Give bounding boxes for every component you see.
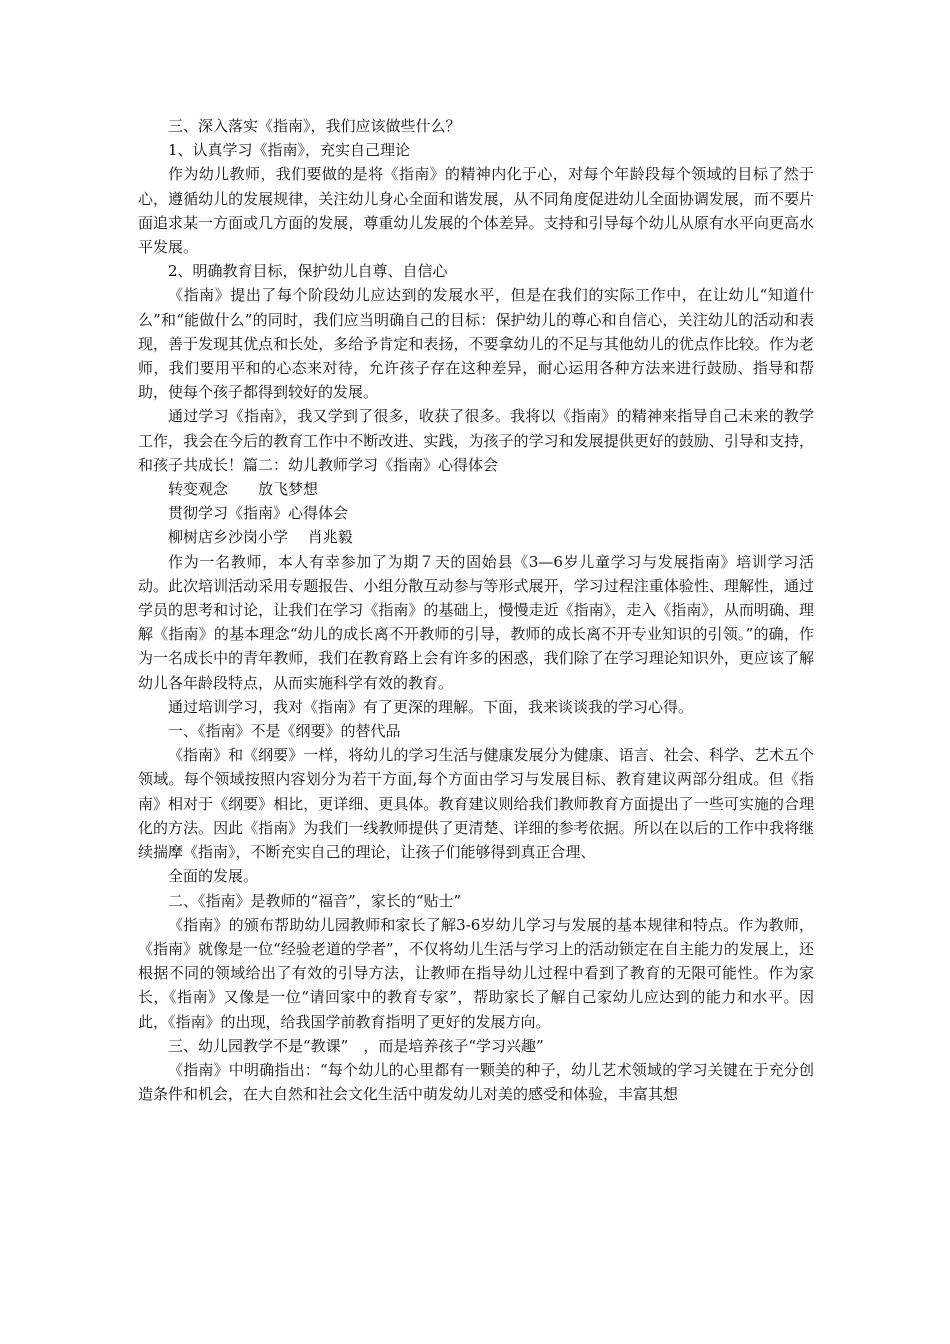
body-paragraph: 作为幼儿教师，我们要做的是将《指南》的精神内化于心，对每个年龄段每个领域的目标了然于心，遵循幼儿的发展规律，关注幼儿身心全面和谐发展，从不同角度促进幼儿全面协调发展，而不要片面追求某一方面或几方面的发展，尊重幼儿发展的个体差异。支持和引导每个幼儿从原有水平向更高水平发展。 — [138, 165, 814, 257]
section-heading: 二、《指南》是教师的“福音”，家长的“贴士” — [168, 891, 462, 910]
body-paragraph: 全面的发展。 — [168, 867, 259, 886]
article-subtitle: 贯彻学习《指南》心得体会 — [168, 504, 349, 523]
section-heading: 三、深入落实《指南》，我们应该做些什么？ — [168, 117, 461, 135]
document-body — [138, 114, 814, 1106]
body-paragraph: 《指南》提出了每个阶段幼儿应达到的发展水平，但是在我们的实际工作中，在让幼儿“知道什么”和“能做什么”的同时，我们应当明确自己的目标：保护幼儿的尊心和自信心，关注幼儿的活动和表现，善于发现其优点和长处，多给予肯定和表扬，不要拿幼儿的不足与其他幼儿的优点作比较。作为老师，我们要用平和的心态来对待，允许孩子存在这种差异，耐心运用各种方法来进行鼓励、指导和帮助，使每个孩子都得到较好的发展。 — [138, 286, 814, 402]
section-heading: 三、幼儿园教学不是“教课” ，而是培养孩子“学习兴趣” — [168, 1036, 544, 1055]
body-paragraph: 通过培训学习，我对《指南》有了更深的理解。下面，我来谈谈我的学习心得。 — [168, 697, 694, 716]
body-paragraph: 《指南》的颁布帮助幼儿园教师和家长了解3-6岁幼儿学习与发展的基本规律和特点。作为教师，《指南》就像是一位“经验老道的学者”，不仅将幼儿生活与学习上的活动锁定在自主能力的发展上，还根据不同的领域给出了有效的引导方法，让教师在指导幼儿过程中看到了教育的无限可能性。作为家长，《指南》又像是一位“请回家中的教育专家”，帮助家长了解自己家幼儿应达到的能力和水平。因此，《指南》的出现，给我国学前教育指明了更好的发展方向。 — [138, 915, 814, 1031]
author-line: 柳树店乡沙岗小学 肖兆毅 — [168, 528, 353, 547]
body-paragraph: 《指南》中明确指出：“每个幼儿的心里都有一颗美的种子，幼儿艺术领域的学习关键在于充分创造条件和机会，在大自然和社会文化生活中萌发幼儿对美的感受和体验，丰富其想 — [138, 1060, 814, 1104]
section-heading: 一、《指南》不是《纲要》的替代品 — [168, 722, 401, 741]
subsection-heading: 2、明确教育目标，保护幼儿自尊、自信心 — [168, 262, 448, 281]
body-paragraph: 《指南》和《纲要》一样，将幼儿的学习生活与健康发展分为健康、语言、社会、科学、艺术五个领域。每个领域按照内容划分为若干方面,每个方面由学习与发展目标、教育建议两部分组成。但《指南》相对于《纲要》相比，更详细、更具体。教育建议则给我们教师教育方面提出了一些可实施的合理化的方法。因此《指南》为我们一线教师提供了更清楚、详细的参考依据。所以在以后的工作中我将继续揣摩《指南》，不断充实自己的理论，让孩子们能够得到真正合理、 — [138, 746, 814, 862]
article-title: 转变观念 放飞梦想 — [168, 480, 319, 499]
body-paragraph: 通过学习《指南》，我又学到了很多，收获了很多。我将以《指南》的精神来指导自己未来的教学工作，我会在今后的教育工作中不断改进、实践，为孩子的学习和发展提供更好的鼓励、引导和支持，和孩子共成长！篇二：幼儿教师学习《指南》心得体会 — [138, 407, 814, 474]
body-paragraph: 作为一名教师，本人有幸参加了为期７天的固始县《3—6岁儿童学习与发展指南》培训学习活动。此次培训活动采用专题报告、小组分散互动参与等形式展开，学习过程注重体验性、理解性，通过学员的思考和讨论，让我们在学习《指南》的基础上，慢慢走近《指南》，走入《指南》，从而明确、理解《指南》的基本理念“幼儿的成长离不开教师的引导，教师的成长离不开专业知识的引领。”的确，作为一名成长中的青年教师，我们在教育路上会有许多的困惑，我们除了在学习理论知识外，更应该了解幼儿各年龄段特点，从而实施科学有效的教育。 — [138, 552, 814, 692]
subsection-heading: 1、认真学习《指南》，充实自己理论 — [168, 141, 411, 160]
